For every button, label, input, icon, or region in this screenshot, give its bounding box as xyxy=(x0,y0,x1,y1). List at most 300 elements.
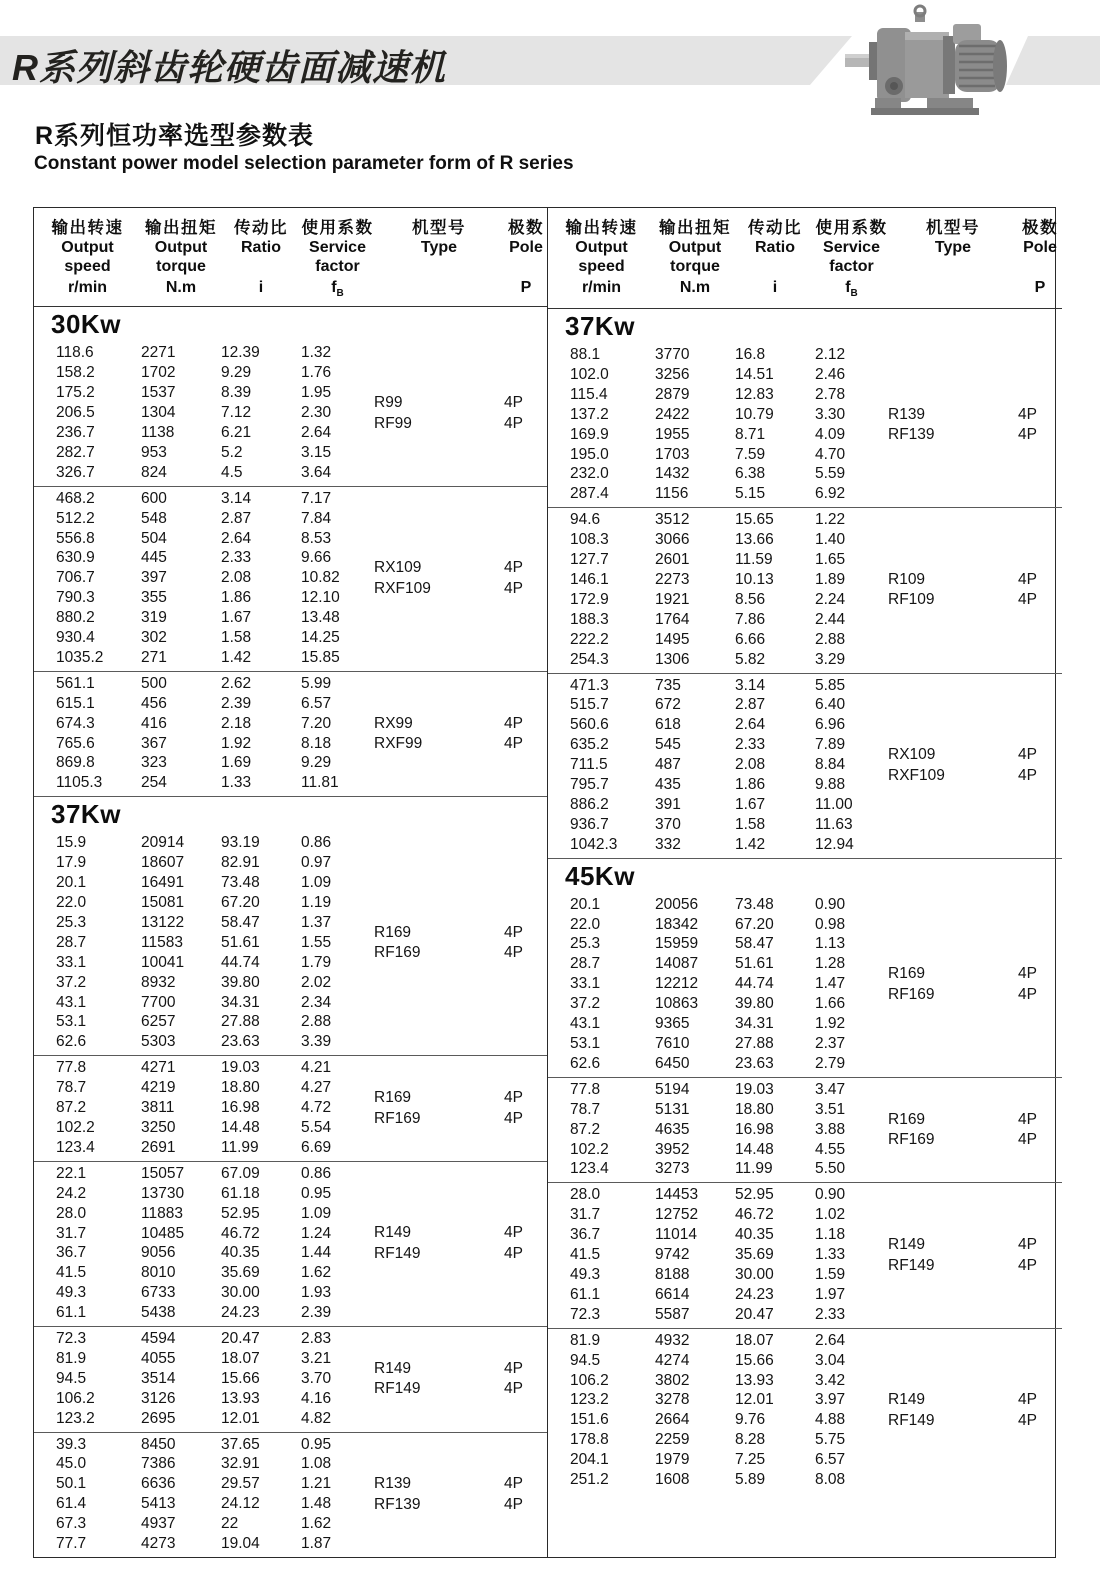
service-factor-cell: 4.55 xyxy=(815,1140,846,1158)
ratio-cell: 20.47 xyxy=(735,1305,774,1323)
ratio-cell: 51.61 xyxy=(221,933,260,951)
service-factor-cell: 1.44 xyxy=(301,1244,332,1262)
service-factor-cell: 1.28 xyxy=(815,955,846,973)
output-speed-cell: 87.2 xyxy=(570,1120,601,1138)
output-speed-cell: 87.2 xyxy=(56,1099,87,1117)
output-torque-cell: 15959 xyxy=(655,935,699,953)
output-torque-cell: 3514 xyxy=(141,1369,176,1387)
output-torque-cell: 8188 xyxy=(655,1265,690,1283)
type-label: R139 xyxy=(888,405,926,423)
type-label: RX109 xyxy=(888,746,936,764)
output-torque-cell: 14087 xyxy=(655,955,699,973)
ratio-cell: 2.87 xyxy=(735,696,766,714)
ratio-cell: 67.20 xyxy=(221,894,260,911)
ratio-cell: 34.31 xyxy=(221,993,260,1011)
ratio-cell: 8.39 xyxy=(221,384,252,402)
output-speed-cell: 178.8 xyxy=(570,1431,609,1449)
output-torque-cell: 1138 xyxy=(141,423,175,441)
service-factor-cell: 1.47 xyxy=(815,975,846,993)
output-speed-cell: 25.3 xyxy=(56,913,87,931)
output-speed-cell: 78.7 xyxy=(570,1100,601,1118)
service-factor-cell: 8.18 xyxy=(301,734,332,752)
pole-label: 4P xyxy=(1018,1131,1037,1149)
output-speed-cell: 1105.3 xyxy=(56,774,103,792)
ratio-cell: 34.31 xyxy=(735,1015,774,1033)
output-speed-cell: 28.0 xyxy=(56,1204,87,1222)
ratio-cell: 10.13 xyxy=(735,570,774,588)
service-factor-cell: 2.24 xyxy=(815,590,846,608)
ratio-cell: 8.56 xyxy=(735,590,766,608)
pole-label: 4P xyxy=(504,944,523,962)
type-label: R149 xyxy=(374,1359,412,1377)
type-pole-line xyxy=(374,414,546,435)
output-speed-cell: 41.5 xyxy=(56,1264,87,1282)
ratio-cell: 1.86 xyxy=(221,589,252,607)
output-speed-cell: 711.5 xyxy=(570,756,608,774)
output-torque-cell: 545 xyxy=(655,736,681,754)
ratio-cell: 6.38 xyxy=(735,465,766,483)
type-label: R149 xyxy=(888,1391,926,1409)
type-pole-line xyxy=(374,923,546,944)
ratio-cell: 27.88 xyxy=(221,1013,260,1031)
ratio-cell: 11.99 xyxy=(221,1138,259,1156)
pole-label: 4P xyxy=(1018,426,1037,444)
output-speed-cell: 468.2 xyxy=(56,489,95,507)
ratio-cell: 82.91 xyxy=(221,854,260,872)
output-torque-cell: 9742 xyxy=(655,1246,690,1264)
output-torque-cell: 4273 xyxy=(141,1535,176,1553)
output-speed-cell: 560.6 xyxy=(570,716,609,734)
pole-label: 4P xyxy=(504,1089,523,1107)
service-factor-cell: 1.02 xyxy=(815,1206,846,1224)
service-factor-cell: 1.87 xyxy=(301,1535,332,1553)
output-speed-cell: 615.1 xyxy=(56,694,95,712)
service-factor-cell: 0.86 xyxy=(301,1164,332,1182)
output-torque-cell: 13122 xyxy=(141,913,185,931)
service-factor-cell: 1.95 xyxy=(301,384,332,402)
ratio-cell: 5.2 xyxy=(221,443,243,461)
service-factor-cell: 9.88 xyxy=(815,776,846,794)
banner-right-shape xyxy=(1006,36,1100,85)
service-factor-cell: 3.64 xyxy=(301,463,332,481)
type-pole-block xyxy=(374,1056,546,1161)
output-torque-cell: 1955 xyxy=(655,425,690,443)
output-torque-cell: 11014 xyxy=(655,1226,697,1244)
output-torque-cell: 618 xyxy=(655,716,681,734)
output-torque-cell: 2271 xyxy=(141,344,176,362)
output-speed-cell: 20.1 xyxy=(56,874,87,892)
type-pole-line xyxy=(888,1411,1060,1432)
output-speed-cell: 94.6 xyxy=(570,511,601,529)
output-speed-cell: 49.3 xyxy=(570,1265,601,1283)
ratio-cell: 2.87 xyxy=(221,509,252,527)
service-factor-cell: 4.88 xyxy=(815,1411,846,1429)
service-factor-cell: 15.85 xyxy=(301,648,340,666)
ratio-cell: 16.8 xyxy=(735,346,766,363)
output-speed-cell: 706.7 xyxy=(56,569,95,587)
output-torque-cell: 548 xyxy=(141,509,167,527)
type-label: RXF109 xyxy=(374,579,431,597)
output-speed-cell: 72.3 xyxy=(56,1330,87,1348)
ratio-cell: 23.63 xyxy=(735,1054,774,1072)
service-factor-cell: 8.53 xyxy=(301,529,332,547)
ratio-cell: 2.39 xyxy=(221,694,252,712)
service-factor-cell: 1.32 xyxy=(301,344,332,362)
service-factor-cell: 6.92 xyxy=(815,485,846,503)
ratio-cell: 19.03 xyxy=(735,1080,774,1098)
output-torque-cell: 2422 xyxy=(655,405,690,423)
pole-label: 4P xyxy=(1018,1256,1037,1274)
output-speed-cell: 556.8 xyxy=(56,529,95,547)
ratio-cell: 1.42 xyxy=(735,835,766,853)
service-factor-cell: 1.33 xyxy=(815,1246,846,1264)
type-pole-line xyxy=(888,1110,1060,1131)
output-torque-cell: 319 xyxy=(141,609,167,627)
header-service-factor: 使用系数 Service factor $f_B$ xyxy=(301,217,374,306)
pole-label: 4P xyxy=(1018,1236,1037,1254)
output-speed-cell: 108.3 xyxy=(570,531,609,549)
service-factor-cell: 1.79 xyxy=(301,953,332,971)
output-torque-cell: 2259 xyxy=(655,1431,690,1449)
output-torque-cell: 5438 xyxy=(141,1304,176,1322)
pole-label: 4P xyxy=(1018,766,1037,784)
service-factor-cell: 1.76 xyxy=(301,364,332,382)
service-factor-cell: 0.98 xyxy=(815,915,846,933)
service-factor-cell: 0.90 xyxy=(815,1186,846,1204)
header-ratio: 传动比 Ratio i xyxy=(748,219,802,296)
parameter-table xyxy=(33,207,1056,1558)
output-speed-cell: 106.2 xyxy=(56,1389,95,1407)
output-speed-cell: 22.0 xyxy=(570,915,601,933)
ratio-cell: 58.47 xyxy=(221,913,260,931)
output-speed-cell: 169.9 xyxy=(570,425,609,443)
output-torque-cell: 2695 xyxy=(141,1409,176,1427)
output-torque-cell: 16491 xyxy=(141,874,185,892)
service-factor-cell: 4.09 xyxy=(815,425,846,443)
ratio-cell: 67.09 xyxy=(221,1164,260,1182)
type-pole-block xyxy=(888,1078,1060,1183)
pole-label: 4P xyxy=(1018,1391,1037,1409)
table-left-body xyxy=(34,307,547,1557)
ratio-cell: 46.72 xyxy=(735,1206,774,1224)
type-label: R149 xyxy=(888,1236,926,1254)
output-torque-cell: 4932 xyxy=(655,1331,690,1349)
ratio-cell: 93.19 xyxy=(221,834,260,852)
ratio-cell: 8.71 xyxy=(735,425,766,443)
service-factor-cell: 2.64 xyxy=(301,423,332,441)
type-pole-line xyxy=(888,766,1060,787)
ratio-cell: 39.80 xyxy=(221,973,260,991)
service-factor-cell: 1.89 xyxy=(815,570,846,588)
type-pole-line xyxy=(374,1359,546,1380)
output-torque-cell: 3066 xyxy=(655,531,690,549)
output-torque-cell: 672 xyxy=(655,696,681,714)
service-factor-cell: 1.09 xyxy=(301,1204,332,1222)
output-torque-cell: 8450 xyxy=(141,1435,176,1453)
pole-label: 4P xyxy=(504,923,523,941)
ratio-cell: 2.64 xyxy=(221,529,252,547)
type-label: RF169 xyxy=(374,944,421,962)
type-label: RX109 xyxy=(374,559,422,577)
output-speed-cell: 24.2 xyxy=(56,1184,87,1202)
power-section-label: 37Kw xyxy=(565,311,635,341)
service-factor-cell: 1.59 xyxy=(815,1265,846,1283)
output-torque-cell: 4274 xyxy=(655,1351,690,1369)
output-torque-cell: 2691 xyxy=(141,1138,176,1156)
type-pole-line xyxy=(374,1223,546,1244)
output-torque-cell: 18342 xyxy=(655,915,699,933)
type-pole-block xyxy=(374,1433,546,1557)
output-torque-cell: 11583 xyxy=(141,933,183,951)
model-group xyxy=(34,1326,547,1432)
service-factor-cell: 2.30 xyxy=(301,404,332,422)
output-torque-cell: 12752 xyxy=(655,1206,699,1224)
ratio-cell: 8.28 xyxy=(735,1431,766,1449)
pole-label: 4P xyxy=(504,1224,523,1242)
service-factor-cell: 11.63 xyxy=(815,815,853,833)
header-output-speed: 输出转速 Output speed r/min xyxy=(565,219,638,296)
model-group xyxy=(34,486,547,671)
service-factor-cell: 3.30 xyxy=(815,405,846,423)
output-torque-cell: 9365 xyxy=(655,1015,690,1033)
service-factor-cell: 2.33 xyxy=(815,1305,846,1323)
output-torque-cell: 15081 xyxy=(141,894,185,911)
output-speed-cell: 471.3 xyxy=(570,676,609,694)
output-torque-cell: 3952 xyxy=(655,1140,690,1158)
ratio-cell: 10.79 xyxy=(735,405,774,423)
ratio-cell: 4.5 xyxy=(221,463,243,481)
header-service-factor: 使用系数 Service factor $f_B$ xyxy=(815,217,888,308)
output-speed-cell: 765.6 xyxy=(56,734,95,752)
service-factor-cell: 2.88 xyxy=(301,1013,332,1031)
output-speed-cell: 53.1 xyxy=(570,1035,601,1052)
banner-title: R系列斜齿轮硬齿面减速机 xyxy=(12,47,446,88)
output-speed-cell: 33.1 xyxy=(56,953,87,971)
model-group xyxy=(548,507,1062,672)
type-pole-line xyxy=(888,985,1060,1006)
ratio-cell: 15.66 xyxy=(221,1369,260,1387)
output-speed-cell: 222.2 xyxy=(570,630,609,648)
page-subtitle: Constant power model selection parameter form of R series xyxy=(34,153,574,174)
output-torque-cell: 7610 xyxy=(655,1035,690,1052)
service-factor-cell: 1.93 xyxy=(301,1284,332,1302)
ratio-cell: 9.29 xyxy=(221,364,252,382)
ratio-cell: 27.88 xyxy=(735,1035,774,1052)
output-speed-cell: 195.0 xyxy=(570,445,609,463)
service-factor-cell: 7.89 xyxy=(815,736,846,754)
output-speed-cell: 236.7 xyxy=(56,423,95,441)
ratio-cell: 7.59 xyxy=(735,445,766,463)
header-type: 机型号 Type xyxy=(926,219,980,256)
service-factor-cell: 1.09 xyxy=(301,874,332,892)
service-factor-cell: 1.62 xyxy=(301,1264,332,1282)
ratio-cell: 13.93 xyxy=(735,1371,774,1389)
output-speed-cell: 78.7 xyxy=(56,1079,87,1097)
output-torque-cell: 3250 xyxy=(141,1118,176,1136)
type-pole-block xyxy=(888,1183,1060,1327)
output-speed-cell: 28.0 xyxy=(570,1186,601,1204)
service-factor-cell: 1.22 xyxy=(815,511,846,529)
output-speed-cell: 175.2 xyxy=(56,384,95,402)
ratio-cell: 13.93 xyxy=(221,1389,260,1407)
output-speed-cell: 115.4 xyxy=(570,385,608,403)
pole-label: 4P xyxy=(504,414,523,432)
pole-label: 4P xyxy=(504,1109,523,1127)
output-speed-cell: 77.8 xyxy=(56,1059,87,1077)
type-label: R99 xyxy=(374,394,403,412)
output-torque-cell: 824 xyxy=(141,463,167,481)
service-factor-cell: 6.57 xyxy=(815,1451,846,1469)
service-factor-cell: 8.84 xyxy=(815,756,846,774)
output-torque-cell: 323 xyxy=(141,754,167,772)
ratio-cell: 52.95 xyxy=(221,1204,260,1222)
ratio-cell: 44.74 xyxy=(735,975,774,993)
ratio-cell: 7.25 xyxy=(735,1451,766,1469)
page-title: R系列恒功率选型参数表 xyxy=(35,122,315,150)
ratio-cell: 12.01 xyxy=(221,1409,260,1427)
output-speed-cell: 36.7 xyxy=(570,1226,601,1244)
ratio-cell: 13.66 xyxy=(735,531,774,549)
pole-label: 4P xyxy=(1018,965,1037,983)
type-pole-line xyxy=(888,590,1060,611)
output-torque-cell: 416 xyxy=(141,714,167,732)
ratio-cell: 2.64 xyxy=(735,716,766,734)
type-pole-block xyxy=(374,672,546,796)
output-speed-cell: 31.7 xyxy=(56,1224,87,1242)
ratio-cell: 15.66 xyxy=(735,1351,774,1369)
type-pole-block xyxy=(374,341,546,485)
ratio-cell: 29.57 xyxy=(221,1475,260,1493)
service-factor-cell: 4.70 xyxy=(815,445,846,463)
output-torque-cell: 14453 xyxy=(655,1186,699,1204)
output-speed-cell: 886.2 xyxy=(570,795,609,813)
type-pole-line xyxy=(374,1379,546,1400)
ratio-cell: 32.91 xyxy=(221,1455,260,1473)
type-label: RF169 xyxy=(888,1131,935,1149)
pole-label: 4P xyxy=(504,1475,523,1493)
output-torque-cell: 456 xyxy=(141,694,167,712)
output-torque-cell: 6450 xyxy=(655,1054,690,1072)
output-torque-cell: 504 xyxy=(141,529,167,547)
output-speed-cell: 28.7 xyxy=(570,955,601,973)
ratio-cell: 18.80 xyxy=(221,1079,260,1097)
ratio-cell: 15.65 xyxy=(735,511,774,529)
table-left-half xyxy=(34,208,548,1557)
output-torque-cell: 3770 xyxy=(655,346,690,363)
service-factor-cell: 6.96 xyxy=(815,716,846,734)
ratio-cell: 5.89 xyxy=(735,1471,766,1489)
power-section-label: 45Kw xyxy=(548,858,1062,893)
output-speed-cell: 674.3 xyxy=(56,714,95,732)
ratio-cell: 18.80 xyxy=(735,1100,774,1118)
type-label: R169 xyxy=(374,923,412,941)
output-torque-cell: 12212 xyxy=(655,975,699,993)
ratio-cell: 2.62 xyxy=(221,674,252,692)
output-torque-cell: 1432 xyxy=(655,465,690,483)
type-pole-line xyxy=(374,1474,546,1495)
output-speed-cell: 94.5 xyxy=(570,1351,601,1369)
output-speed-cell: 123.4 xyxy=(56,1138,95,1156)
power-section-label: 30Kw xyxy=(51,309,121,340)
output-speed-cell: 1035.2 xyxy=(56,648,104,666)
service-factor-cell: 5.99 xyxy=(301,674,332,692)
ratio-cell: 11.99 xyxy=(735,1160,773,1178)
ratio-cell: 11.59 xyxy=(735,551,773,569)
output-torque-cell: 3256 xyxy=(655,365,690,383)
output-speed-cell: 17.9 xyxy=(56,854,87,872)
output-speed-cell: 232.0 xyxy=(570,465,609,483)
type-label: RF99 xyxy=(374,414,412,432)
output-torque-cell: 20056 xyxy=(655,895,699,913)
type-pole-line xyxy=(888,1390,1060,1411)
pole-label: 4P xyxy=(504,1380,523,1398)
type-pole-line xyxy=(374,943,546,964)
output-speed-cell: 33.1 xyxy=(570,975,601,993)
service-factor-cell: 5.59 xyxy=(815,465,846,483)
pole-label: 4P xyxy=(1018,591,1037,609)
service-factor-cell: 6.69 xyxy=(301,1138,332,1156)
type-label: R149 xyxy=(374,1224,412,1242)
output-speed-cell: 45.0 xyxy=(56,1455,87,1473)
service-factor-cell: 1.18 xyxy=(815,1226,846,1244)
column-headers xyxy=(548,208,1062,309)
service-factor-cell: 0.90 xyxy=(815,895,846,913)
pole-label: 4P xyxy=(504,394,523,412)
ratio-cell: 24.12 xyxy=(221,1495,260,1513)
type-pole-line xyxy=(888,1235,1060,1256)
output-speed-cell: 151.6 xyxy=(570,1411,609,1429)
output-speed-cell: 287.4 xyxy=(570,485,609,503)
output-speed-cell: 146.1 xyxy=(570,570,609,588)
ratio-cell: 1.67 xyxy=(221,609,252,627)
output-torque-cell: 4271 xyxy=(141,1059,176,1077)
output-torque-cell: 397 xyxy=(141,569,167,587)
output-torque-cell: 2664 xyxy=(655,1411,690,1429)
output-speed-cell: 81.9 xyxy=(570,1331,601,1349)
output-torque-cell: 10485 xyxy=(141,1224,185,1242)
output-speed-cell: 77.7 xyxy=(56,1535,87,1553)
output-speed-cell: 94.5 xyxy=(56,1369,87,1387)
output-torque-cell: 600 xyxy=(141,489,167,507)
output-speed-cell: 106.2 xyxy=(570,1371,609,1389)
service-factor-cell: 4.72 xyxy=(301,1099,332,1117)
type-label: RF149 xyxy=(888,1411,935,1429)
output-speed-cell: 62.6 xyxy=(570,1054,601,1072)
ratio-cell: 37.65 xyxy=(221,1435,260,1453)
service-factor-cell: 1.48 xyxy=(301,1495,332,1513)
service-factor-unit: $f_B$ xyxy=(845,279,858,300)
type-pole-line xyxy=(888,1256,1060,1277)
ratio-cell: 16.98 xyxy=(221,1099,260,1117)
model-group xyxy=(548,343,1062,507)
output-torque-cell: 5131 xyxy=(655,1100,690,1118)
ratio-cell: 1.67 xyxy=(735,795,766,813)
ratio-cell: 58.47 xyxy=(735,935,774,953)
type-label: RF139 xyxy=(888,426,935,444)
ratio-cell: 12.83 xyxy=(735,385,774,403)
output-speed-cell: 204.1 xyxy=(570,1451,609,1469)
service-factor-cell: 1.92 xyxy=(815,1015,846,1033)
service-factor-cell: 1.40 xyxy=(815,531,846,549)
type-label: R109 xyxy=(888,570,926,588)
output-torque-cell: 1608 xyxy=(655,1471,690,1489)
output-torque-cell: 18607 xyxy=(141,854,185,872)
type-pole-block xyxy=(888,893,1060,1077)
output-speed-cell: 67.3 xyxy=(56,1515,87,1533)
output-speed-cell: 795.7 xyxy=(570,776,609,794)
pole-label: 4P xyxy=(504,735,523,753)
ratio-cell: 30.00 xyxy=(735,1265,774,1283)
